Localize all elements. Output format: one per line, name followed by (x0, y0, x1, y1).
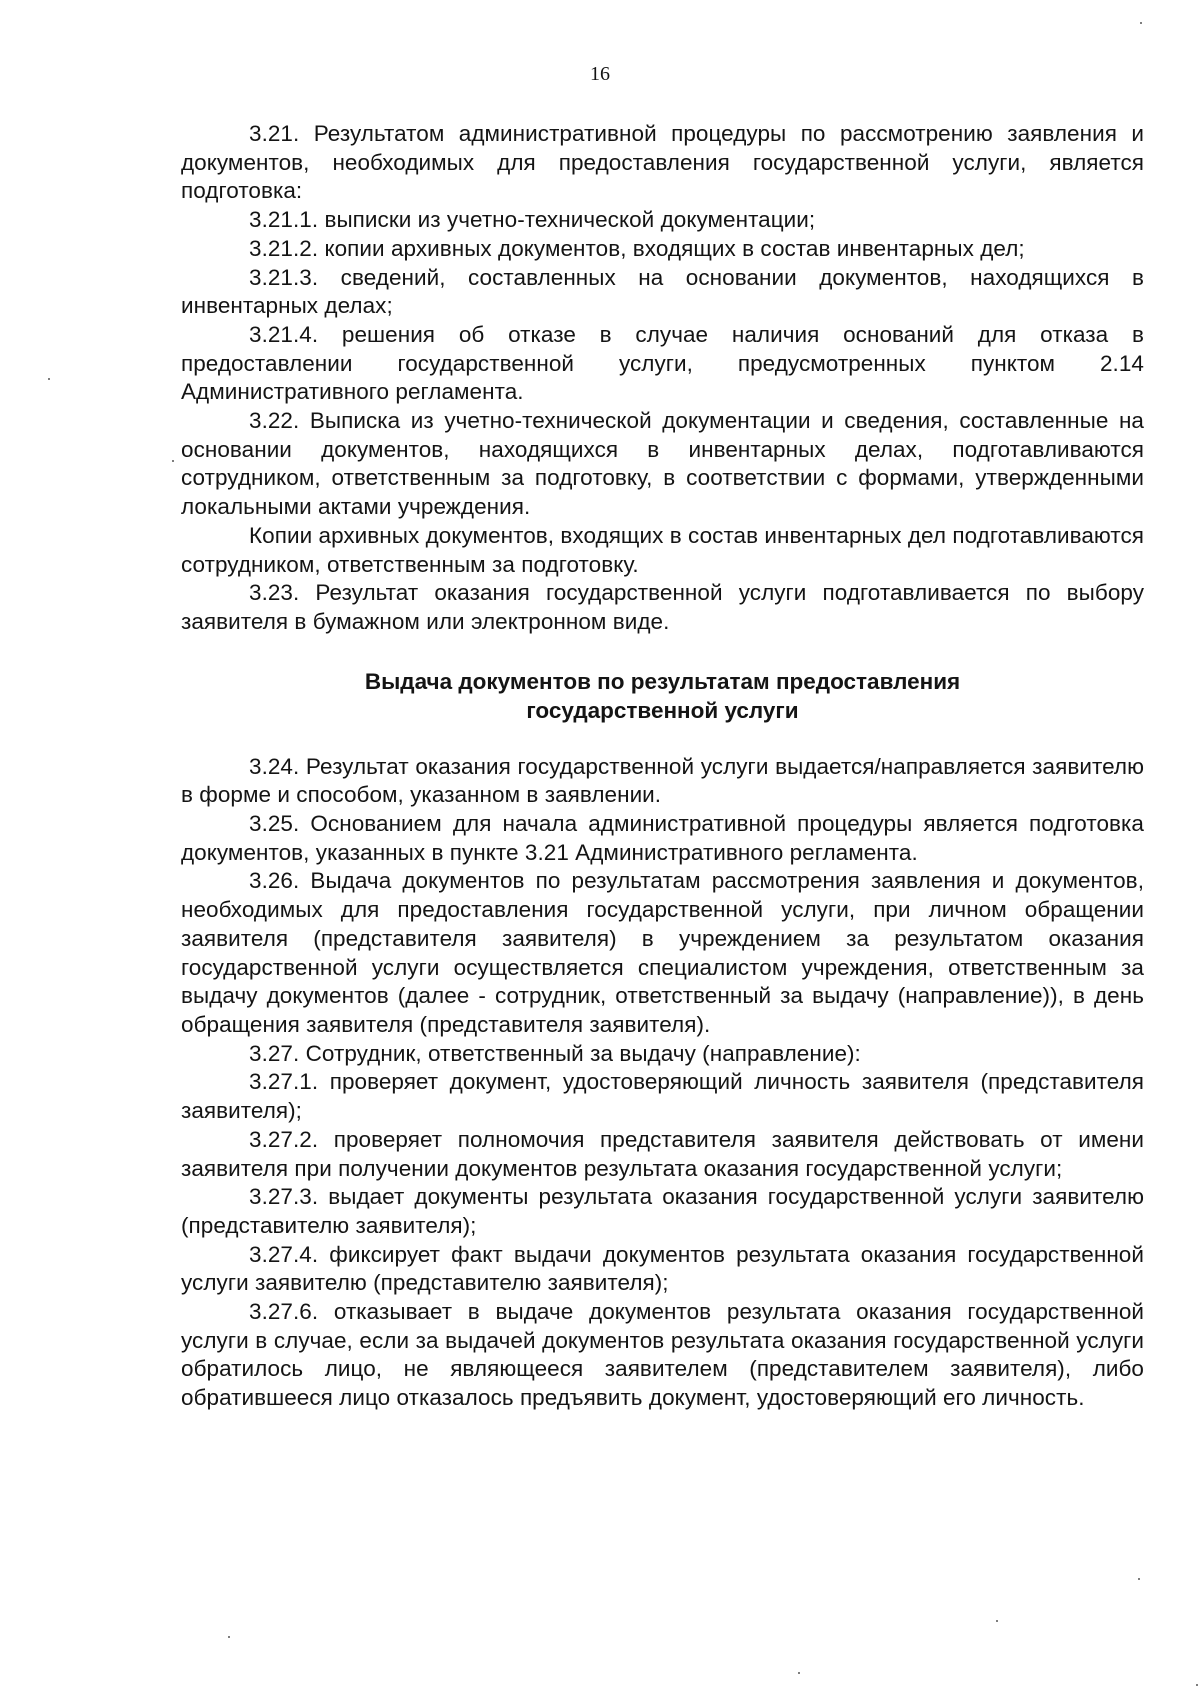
scan-speck (1196, 1684, 1198, 1686)
paragraph-3-27-4: 3.27.4. фиксирует факт выдачи документов результата оказания государственной услуги заявителю (представителю заявителя); (181, 1241, 1144, 1296)
paragraph-3-24: 3.24. Результат оказания государственной услуги выдается/направляется заявителю в форме и способом, указанном в заявлении. (181, 753, 1144, 808)
scan-speck (228, 1636, 230, 1638)
scan-speck (48, 378, 50, 380)
scan-speck (172, 460, 174, 462)
paragraph-3-27-1: 3.27.1. проверяет документ, удостоверяющий личность заявителя (представителя заявителя); (181, 1069, 1144, 1124)
paragraph-3-26: 3.26. Выдача документов по результатам рассмотрения заявления и документов, необходимых для предоставления государственной услуги, при личном обращении заявителя (представителя заявителя) в учреждением за результатом оказания государственной услуги осуществляется специалистом учреждения, ответственным за выдачу документов (далее - сотрудник, ответственный за выдачу (направление)), в день обращения заявителя (представителя заявителя). (181, 868, 1144, 1037)
paragraph-3-21-3: 3.21.3. сведений, составленных на основании документов, находящихся в инвентарных делах; (181, 264, 1144, 319)
paragraph-3-27-2: 3.27.2. проверяет полномочия представителя заявителя действовать от имени заявителя при получении документов результата оказания государственной услуги; (181, 1126, 1144, 1181)
paragraph-3-21: 3.21. Результатом административной процедуры по рассмотрению заявления и документов, необходимых для предоставления государственной услуги, является подготовка: (181, 121, 1144, 204)
page-number: 16 (590, 63, 610, 85)
document-body (181, 120, 1144, 1413)
paragraph-3-27: 3.27. Сотрудник, ответственный за выдачу (направление): (249, 1040, 861, 1066)
scan-speck (996, 1620, 998, 1622)
paragraph-3-23: 3.23. Результат оказания государственной услуги подготавливается по выбору заявителя в бумажном или электронном виде. (181, 580, 1144, 634)
section-heading-line-1: Выдача документов по результатам предоставления (364, 668, 961, 694)
scan-speck (1138, 1578, 1140, 1580)
paragraph-3-21-1: 3.21.1. выписки из учетно-технической документации; (249, 207, 816, 233)
paragraph-3-21-4: 3.21.4. решения об отказе в случае наличия оснований для отказа в предоставлении государственной услуги, предусмотренных пунктом 2.14 Административного регламента. (181, 321, 1144, 405)
paragraph-3-25: 3.25. Основанием для начала административной процедуры является подготовка документов, указанных в пункте 3.21 Административного регламента. (181, 811, 1144, 865)
scan-speck (798, 1672, 800, 1674)
scan-speck (1140, 22, 1142, 24)
section-heading (181, 667, 1144, 725)
paragraph-3-27-3: 3.27.3. выдает документы результата оказания государственной услуги заявителю (представителю заявителя); (181, 1184, 1144, 1238)
paragraph-3-21-2: 3.21.2. копии архивных документов, входящих в состав инвентарных дел; (249, 235, 1025, 261)
paragraph-3-22: 3.22. Выписка из учетно-технической документации и сведения, составленные на основании документов, находящихся в инвентарных делах, подготавливаются сотрудником, ответственным за подготовку, в соответствии с формами, утвержденными локальными актами учреждения. (181, 408, 1144, 520)
section-heading-line-2: государственной услуги (526, 697, 799, 723)
paragraph-3-27-6: 3.27.6. отказывает в выдаче документов результата оказания государственной услуги в случае, если за выдачей документов результата оказания государственной услуги обратилось лицо, не являющееся заявителем (представителем заявителя), либо обратившееся лицо отказалось предъявить документ, удостоверяющий его личность. (181, 1299, 1144, 1411)
paragraph-archive-copies: Копии архивных документов, входящих в состав инвентарных дел подготавливаются сотрудником, ответственным за подготовку. (181, 522, 1144, 577)
